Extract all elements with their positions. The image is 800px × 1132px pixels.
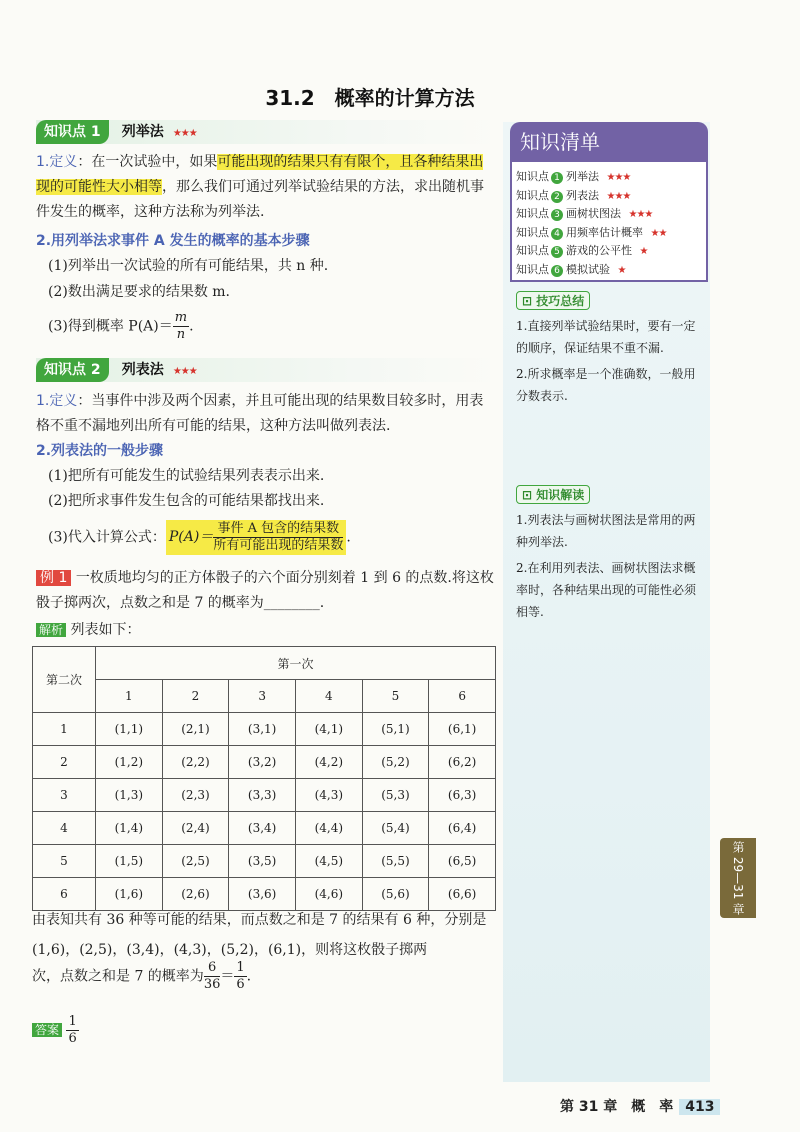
table-column-header: 5 [362,680,429,713]
knowledge-point-1-badge: 知识点 1 [36,120,109,144]
table-column-header: 3 [229,680,296,713]
explain-title: ⊡ 知识解读 [516,485,590,504]
kp2-definition: 1.定义：当事件中涉及两个因素，并且可能出现的结果数目较多时，用表格不重不漏地列出所有可能的结果，这种方法叫做列表法. [36,393,484,434]
conclusion-line-2: 次，点数之和是 7 的概率为 $\frac{6}{36}$ ＝ $\frac{1}{6}$ . [32,960,252,992]
knowledge-list-item: 知识点 3 画树状图法 ★★★ [516,207,653,220]
kp1-definition: 1.定义：在一次试验中，如果可能出现的结果只有有限个，且各种结果出现的可能性大小相等，那么我们可通过列举试验结果的方法，求出随机事件发生的概率，这种方法称为列举法. [36,154,484,220]
knowledge-point-2-header [36,358,496,382]
table-cell: (2,4) [162,812,229,845]
tip-item: 1.直接列举试验结果时，要有一定的顺序，保证结果不重不漏. [516,319,696,355]
knowledge-point-1-name: 列举法 [121,124,164,140]
knowledge-list-item: 知识点 4 用频率估计概率 ★★ [516,225,667,239]
kp1-step-2: (2)数出满足要求的结果数 m. [48,284,231,300]
difficulty-stars: ★ [617,264,626,276]
kp1-step-3: (3)得到概率 P(A)＝ $\frac{m}{n}$ . [48,310,194,342]
footer-chapter: 第 31 章 概 率 [560,1099,674,1115]
table-row-header: 6 [33,878,96,911]
table-cell: (5,1) [362,713,429,746]
table-row-header: 1 [33,713,96,746]
explain-item: 2.在利用列表法、画树状图法求概率时，各种结果出现的可能性必须相等. [516,561,697,619]
table-cell: (2,3) [162,779,229,812]
table-cell: (6,4) [429,812,496,845]
table-column-header: 4 [295,680,362,713]
definition-label: 1.定义 [36,154,78,170]
table-cell: (5,3) [362,779,429,812]
table-cell: (6,6) [429,878,496,911]
chapter-tab: 第 29—31 章 [720,838,756,918]
table-cell: (4,4) [295,812,362,845]
dice-outcome-table [32,646,496,911]
table-cell: (4,6) [295,878,362,911]
difficulty-stars: ★★★ [172,128,197,139]
fraction: $\frac{1}{6}$ [236,960,245,992]
highlighted-text: 可能出现的结果只有有限个，且各种结果出现的可能性大小相等 [36,154,484,195]
table-cell: (2,1) [162,713,229,746]
explain-list [516,509,702,627]
kp2-step-3: (3)代入计算公式： P(A)＝ $\frac{\text{事件 A 包含的结果数}}{\text{所有可能出现的结果数}}$ . [48,521,351,553]
table-row-header: 3 [33,779,96,812]
conclusion-text: 由表知共有 36 种等可能的结果，而点数之和是 7 的结果有 6 种，分别是(1,6)，(2,5)，(3,4)，(4,3)，(5,2)，(6,1)，则将这枚骰子掷两 [32,912,487,958]
number-circle: 2 [551,191,563,203]
knowledge-list-item: 知识点 5 游戏的公平性 ★ [516,244,648,257]
number-circle: 1 [551,172,563,184]
table-body [33,713,496,911]
table-cell: (6,2) [429,746,496,779]
table-cell: (5,4) [362,812,429,845]
knowledge-list-item: 知识点 2 列表法 ★★★ [516,188,631,202]
kp2-step-2: (2)把所求事件发生包含的可能结果都找出来. [48,493,325,509]
kp1-step-1: (1)列举出一次试验的所有可能结果，共 n 种. [48,258,329,274]
table-cell: (2,6) [162,878,229,911]
table-cell: (5,6) [362,878,429,911]
knowledge-point-2-name: 列表法 [121,362,164,378]
table-row [33,845,496,878]
table-top-header: 第一次 [96,647,496,680]
table-cell: (1,3) [96,779,163,812]
difficulty-stars: ★★★ [606,190,631,202]
table-row-header: 5 [33,845,96,878]
knowledge-list-item: 知识点 1 列举法 ★★★ [516,170,631,183]
table-cell: (2,2) [162,746,229,779]
difficulty-stars: ★★★ [606,172,631,183]
table-cell: (3,2) [229,746,296,779]
knowledge-point-2-badge: 知识点 2 [36,358,109,382]
kp1-step-title: 2.用列举法求事件 A 发生的概率的基本步骤 [36,233,310,249]
table-cell: (4,3) [295,779,362,812]
difficulty-stars: ★★ [650,227,667,239]
table-row-header: 2 [33,746,96,779]
table-row-header: 4 [33,812,96,845]
table-cell: (4,5) [295,845,362,878]
table-cell: (1,1) [96,713,163,746]
table-column-header: 6 [429,680,496,713]
kp2-step-title: 2.列表法的一般步骤 [36,443,164,459]
table-cell: (2,5) [162,845,229,878]
answer-fraction: $\frac{1}{6}$ [68,1014,77,1046]
knowledge-list [510,162,708,282]
table-cell: (1,2) [96,746,163,779]
analysis-tag: 解析 [36,623,66,637]
example-tag: 例 1 [36,570,71,586]
fraction: $\frac{m}{n}$ [174,310,188,342]
table-column-headers [33,680,496,713]
table-row [33,713,496,746]
table-row [33,746,496,779]
table-cell: (3,1) [229,713,296,746]
table-cell: (4,2) [295,746,362,779]
knowledge-point-1-header [36,120,496,144]
table-cell: (1,6) [96,878,163,911]
number-circle: 3 [551,209,563,221]
table-cell: (1,5) [96,845,163,878]
table-row [33,779,496,812]
difficulty-stars: ★★★ [628,209,653,220]
number-circle: 4 [551,228,563,240]
difficulty-stars: ★★★ [172,366,197,377]
table-column-header: 2 [162,680,229,713]
number-circle: 6 [551,265,563,277]
tips-list [516,315,702,411]
tips-title: ⊡ 技巧总结 [516,291,590,310]
table-cell: (3,6) [229,878,296,911]
table-cell: (4,1) [295,713,362,746]
explain-item: 1.列表法与画树状图法是常用的两种列举法. [516,513,696,549]
tips-header [516,290,590,310]
difficulty-stars: ★ [639,246,648,257]
formula-highlight: P(A)＝ $\frac{\text{事件 A 包含的结果数}}{\text{所有可能出现的结果数}}$ [166,520,346,555]
analysis-line: 解析 列表如下： [36,618,140,643]
formula-fraction: $\frac{\text{事件 A 包含的结果数}}{\text{所有可能出现的结果数}}$ [213,521,344,553]
table-cell: (6,1) [429,713,496,746]
answer-line [32,1014,79,1047]
table-cell: (3,3) [229,779,296,812]
number-circle: 5 [551,246,563,258]
table-cell: (5,2) [362,746,429,779]
table-row [33,812,496,845]
page-number: 413 [679,1099,720,1115]
section-title: 31.2 概率的计算方法 [265,86,475,110]
kp2-step-1: (1)把所有可能发生的试验结果列表表示出来. [48,468,325,484]
page-footer [560,1096,720,1116]
table-corner-header: 第二次 [33,647,96,713]
table-cell: (6,3) [429,779,496,812]
fraction: $\frac{6}{36}$ [203,960,221,992]
tip-item: 2.所求概率是一个准确数，一般用分数表示. [516,367,696,403]
table-cell: (1,4) [96,812,163,845]
table-cell: (3,5) [229,845,296,878]
example-1: 例 1 一枚质地均匀的正方体骰子的六个面分别刻着 1 到 6 的点数.将这枚骰子掷两次，点数之和是 7 的概率为________. [36,570,494,611]
answer-tag: 答案 [32,1023,62,1037]
table-column-header: 1 [96,680,163,713]
explain-header [516,484,590,504]
table-cell: (3,4) [229,812,296,845]
table-cell: (6,5) [429,845,496,878]
knowledge-list-item: 知识点 6 模拟试验 ★ [516,262,626,276]
table-cell: (5,5) [362,845,429,878]
knowledge-list-title: 知识清单 [510,122,708,162]
